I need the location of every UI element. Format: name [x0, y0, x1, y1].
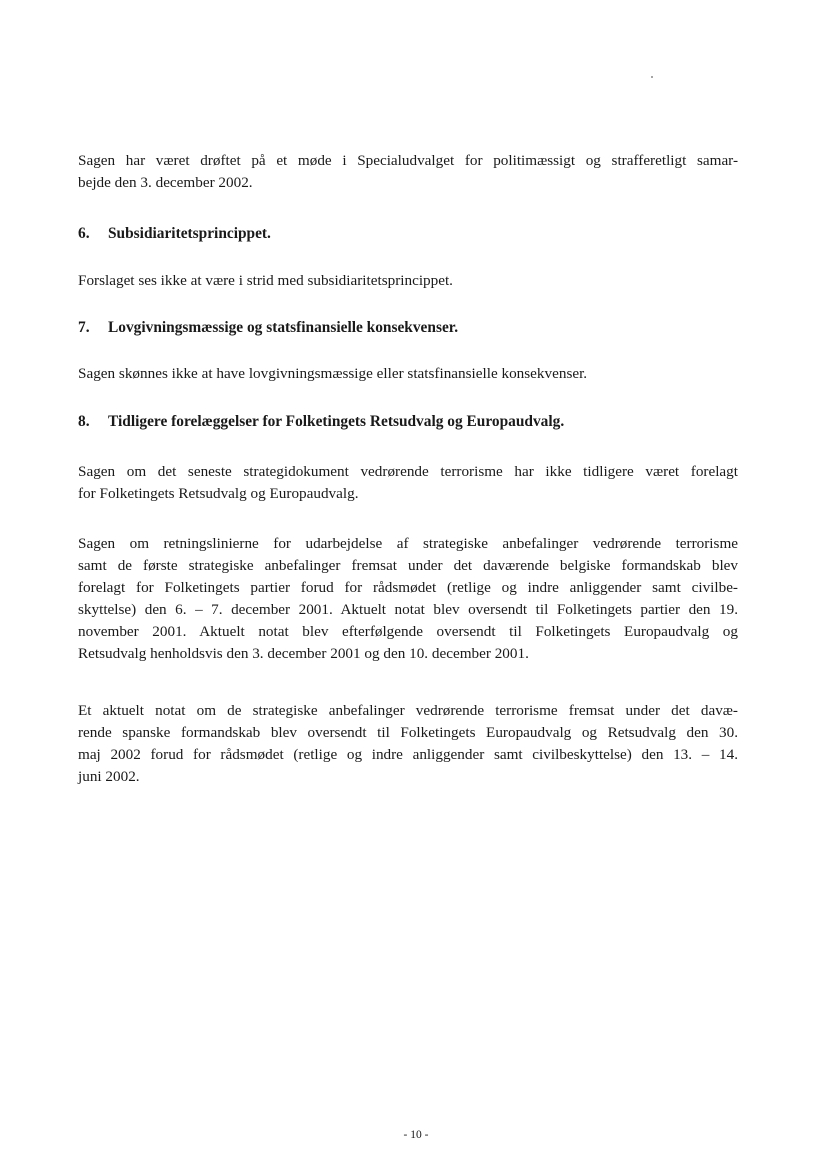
section-8-paragraph-2 [78, 533, 738, 665]
section-6-paragraph [78, 270, 738, 292]
section-number: 7. [78, 319, 90, 336]
paragraph-line: forelagt for Folketingets partier forud for rådsmødet (retlige og indre anliggender samt civilbe- [78, 579, 738, 596]
paragraph-line: Sagen om det seneste strategidokument vedrørende terrorisme har ikke tidligere været forelagt [78, 463, 738, 480]
section-8-paragraph-1 [78, 461, 738, 505]
paragraph-line: for Folketingets Retsudvalg og Europaudvalg. [78, 485, 359, 502]
section-title: Subsidiaritetsprincippet. [108, 225, 271, 242]
section-number: 8. [78, 413, 90, 430]
paragraph-line: Forslaget ses ikke at være i strid med subsidiaritetsprincippet. [78, 272, 453, 289]
section-title: Tidligere forelæggelser for Folketingets Retsudvalg og Europaudvalg. [108, 413, 565, 430]
intro-paragraph [78, 150, 738, 194]
paragraph-line: Et aktuelt notat om de strategiske anbefalinger vedrørende terrorisme fremsat under det davæ- [78, 702, 738, 719]
intro-line: bejde den 3. december 2002. [78, 174, 253, 191]
section-number: 6. [78, 225, 90, 242]
page-number: - 10 - [403, 1129, 429, 1141]
section-6-heading [78, 225, 271, 243]
paragraph-line: skyttelse) den 6. – 7. december 2001. Aktuelt notat blev oversendt til Folketingets partier den 19. [78, 601, 738, 618]
paragraph-line: rende spanske formandskab blev oversendt til Folketingets Europaudvalg og Retsudvalg den 30. [78, 724, 738, 741]
section-7-heading [78, 319, 458, 337]
paragraph-line: Sagen om retningslinierne for udarbejdelse af strategiske anbefalinger vedrørende terrorisme [78, 535, 738, 552]
section-8-paragraph-3 [78, 700, 738, 788]
paragraph-line: Retsudvalg henholdsvis den 3. december 2001 og den 10. december 2001. [78, 645, 529, 662]
paragraph-line: november 2001. Aktuelt notat blev efterfølgende oversendt til Folketingets Europaudvalg og [78, 623, 738, 640]
paragraph-line: samt de første strategiske anbefalinger fremsat under det daværende belgiske formandskab blev [78, 557, 738, 574]
section-8-heading [78, 413, 564, 431]
scan-speck [651, 76, 653, 78]
paragraph-line: maj 2002 forud for rådsmødet (retlige og indre anliggender samt civilbeskyttelse) den 13. – 14. [78, 746, 738, 763]
paragraph-line: juni 2002. [78, 768, 140, 785]
paragraph-line: Sagen skønnes ikke at have lovgivningsmæssige eller statsfinansielle konsekvenser. [78, 365, 588, 382]
intro-line: Sagen har været drøftet på et møde i Specialudvalget for politimæssigt og strafferetligt samar- [78, 152, 738, 169]
section-7-paragraph [78, 363, 738, 385]
section-title: Lovgivningsmæssige og statsfinansielle konsekvenser. [108, 319, 459, 336]
